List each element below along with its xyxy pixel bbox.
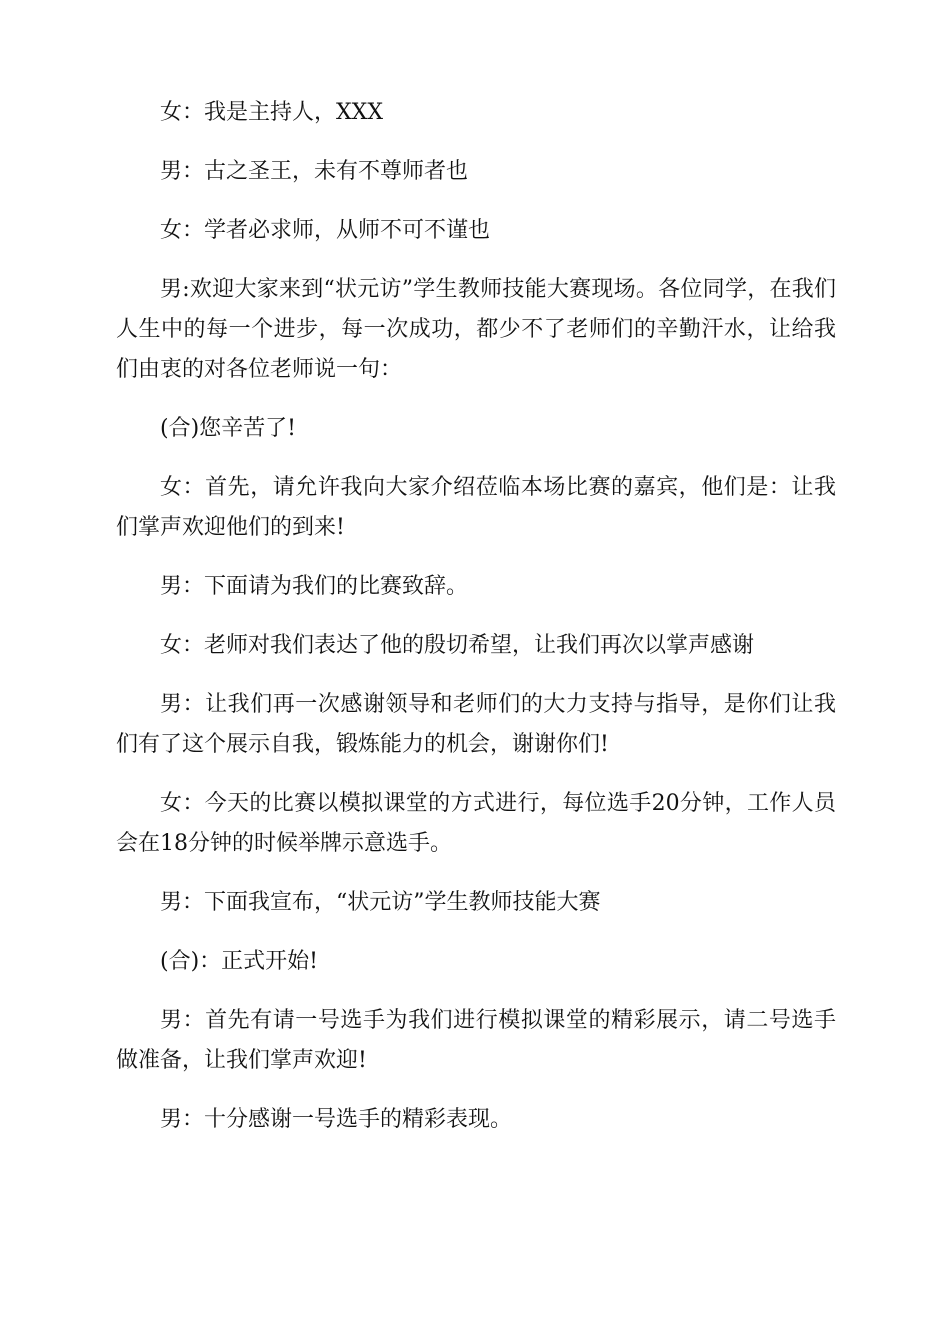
paragraph: 男：下面我宣布，“状元访”学生教师技能大赛 bbox=[160, 890, 601, 915]
paragraph: 男：十分感谢一号选手的精彩表现。 bbox=[160, 1107, 513, 1132]
paragraph: 男：下面请为我们的比赛致辞。 bbox=[160, 574, 469, 599]
paragraph: (合)您辛苦了! bbox=[160, 416, 297, 441]
paragraph: 女：首先，请允许我向大家介绍莅临本场比赛的嘉宾，他们是：让我们掌声欢迎他们的到来! bbox=[116, 475, 836, 540]
paragraph: (合)：正式开始! bbox=[160, 949, 319, 974]
paragraph: 男:欢迎大家来到“状元访”学生教师技能大赛现场。各位同学，在我们人生中的每一个进步，每一次成功，都少不了老师们的辛勤汗水，让给我们由衷的对各位老师说一句： bbox=[116, 277, 836, 382]
paragraph: 男：首先有请一号选手为我们进行模拟课堂的精彩展示，请二号选手做准备，让我们掌声欢迎! bbox=[116, 1008, 836, 1073]
paragraph: 女：我是主持人，XXX bbox=[160, 100, 383, 125]
paragraph: 男：让我们再一次感谢领导和老师们的大力支持与指导，是你们让我们有了这个展示自我，锻炼能力的机会，谢谢你们! bbox=[116, 692, 836, 757]
paragraph: 女：学者必求师，从师不可不谨也 bbox=[160, 218, 491, 243]
paragraph: 男：古之圣王，未有不尊师者也 bbox=[160, 159, 469, 184]
paragraph: 女：今天的比赛以模拟课堂的方式进行，每位选手20分钟，工作人员会在18分钟的时候举牌示意选手。 bbox=[116, 791, 836, 856]
document-body bbox=[116, 93, 836, 1159]
paragraph: 女：老师对我们表达了他的殷切希望，让我们再次以掌声感谢 bbox=[160, 633, 755, 658]
